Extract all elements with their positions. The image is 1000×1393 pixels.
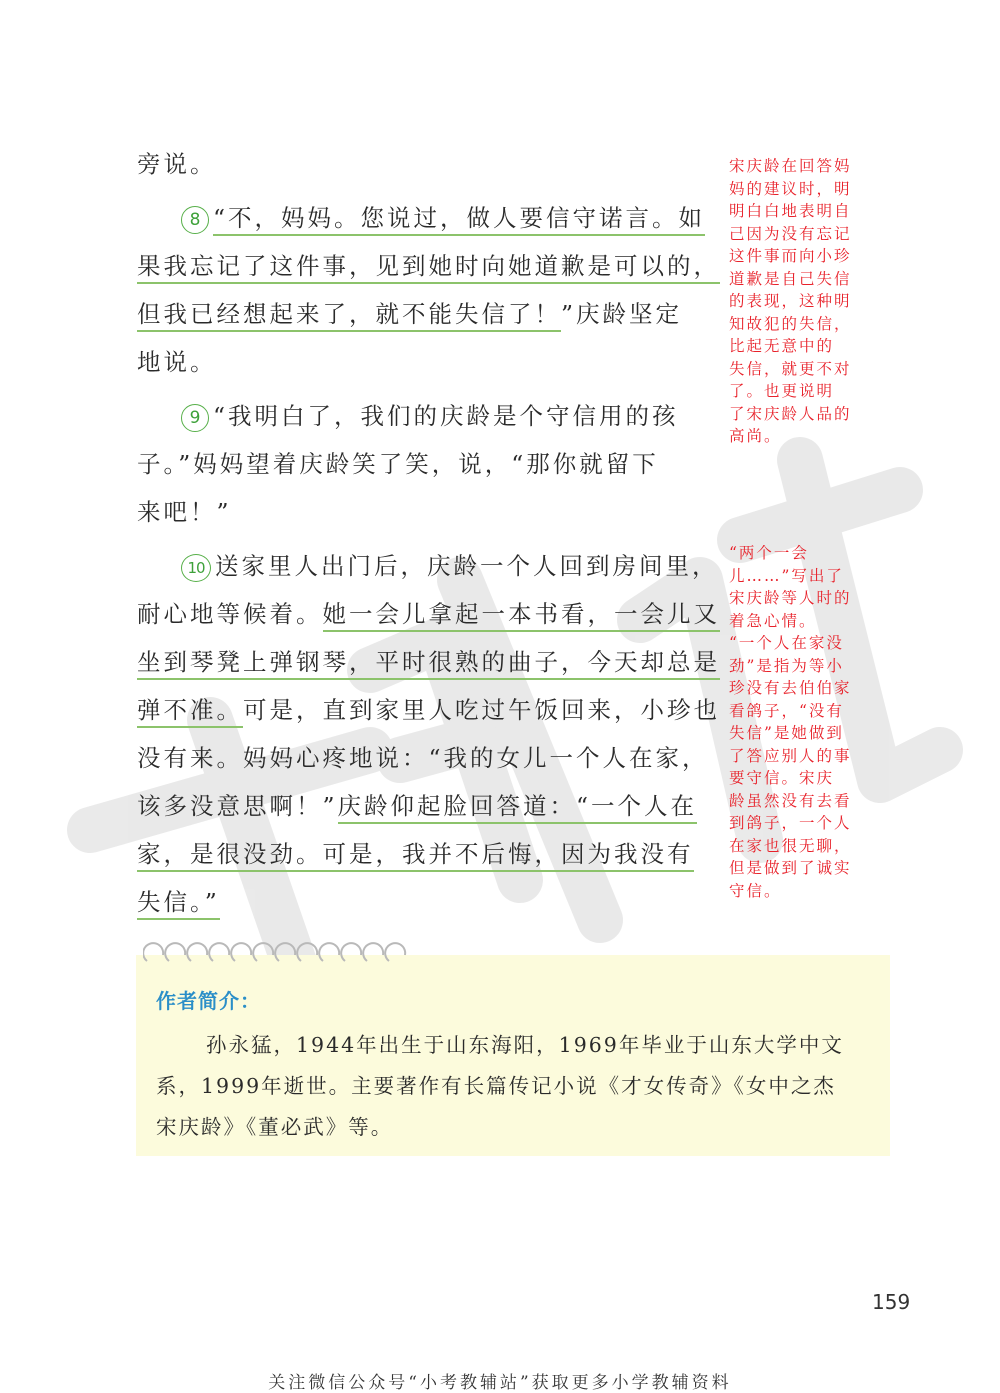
annotation-line: 儿……”写出了	[729, 566, 844, 585]
main-text	[137, 140, 722, 926]
annotation-line: 失信，就更不对	[729, 359, 852, 378]
text-segment: ”庆龄坚定	[561, 300, 683, 328]
annotation-line: 到鸽子，一个人	[729, 814, 852, 832]
text-segment: 地说。	[137, 348, 217, 376]
underlined-text: 庆龄仰起脸回答道：“一个人在	[338, 792, 698, 824]
paragraph-number-8: 8	[181, 206, 209, 234]
annotation-line: 了宋庆龄人品的	[729, 404, 852, 423]
annotation-line: 的表现，这种明	[729, 292, 852, 310]
text-segment: 没有来。妈妈心疼地说：“我的女儿一个人在家，	[137, 744, 709, 772]
text-segment: “我明白了，我们的庆龄是个守信用的孩	[213, 402, 679, 430]
text-line	[137, 488, 722, 536]
text-segment: 子。”妈妈望着庆龄笑了笑，说，“那你就留下	[137, 450, 659, 478]
bio-line: 孙永猛，1944年出生于山东海阳，1969年毕业于山东大学中文	[206, 1033, 844, 1057]
annotation-1	[729, 155, 886, 448]
underlined-text: 果我忘记了这件事，见到她时向她道歉是可以的，	[137, 252, 720, 284]
text-line	[137, 194, 722, 242]
text-line	[137, 392, 722, 440]
text-segment: 该多没意思啊！”	[137, 792, 338, 820]
text-line	[137, 830, 722, 878]
annotation-line: 了答应别人的事	[729, 746, 852, 765]
underlined-text: 弹不准。	[137, 696, 243, 728]
underlined-text: 坐到琴凳上弹钢琴，平时很熟的曲子，今天却总是	[137, 648, 720, 680]
text-line	[137, 734, 722, 782]
annotation-line: “两个一会	[729, 544, 809, 562]
annotation-3	[729, 632, 886, 902]
text-line	[137, 290, 722, 338]
underlined-text: “不，妈妈。您说过，做人要信守诺言。	[213, 204, 679, 236]
annotation-line: 道歉是自己失信	[729, 269, 852, 288]
annotation-line: 失信”是她做到	[729, 724, 844, 742]
annotation-line: “一个人在家没	[729, 634, 844, 652]
annotation-line: 了。也更说明	[729, 382, 835, 400]
text-segment: 送家里人出门后，庆龄一个人回到房间里，	[215, 552, 719, 580]
spiral-binding-decoration	[143, 941, 423, 967]
underlined-text: 但我已经想起来了，就不能失信了！	[137, 300, 561, 332]
annotation-line: 要守信。宋庆	[729, 769, 835, 787]
annotation-line: 妈的建议时，明	[729, 179, 852, 198]
annotation-line: 己因为没有忘记	[729, 224, 852, 243]
annotation-line: 知故犯的失信，	[729, 314, 852, 333]
annotation-line: 高尚。	[729, 427, 782, 445]
text-segment: 来吧！”	[137, 498, 232, 526]
annotation-2	[729, 542, 886, 632]
annotation-line: 守信。	[729, 881, 782, 900]
text-line	[137, 542, 722, 590]
footer-notice: 关注微信公众号“小考教辅站”获取更多小学教辅资料	[268, 1373, 732, 1393]
annotation-line: 珍没有去伯伯家	[729, 679, 852, 697]
bio-line: 宋庆龄》《董必武》等。	[156, 1115, 394, 1139]
annotation-line: 明白白地表明自	[729, 202, 852, 220]
text-line	[137, 686, 722, 734]
underlined-text: 家，是很没劲。可是，我并不后悔，因为我没有	[137, 840, 694, 872]
bio-line: 系，1999年逝世。主要著作有长篇传记小说《才女传奇》《女中之杰	[156, 1074, 836, 1098]
text-line	[137, 140, 722, 188]
annotation-line: 比起无意中的	[729, 337, 835, 355]
text-line	[137, 440, 722, 488]
text-line	[137, 590, 722, 638]
annotation-line: 宋庆龄在回答妈	[729, 157, 852, 175]
text-line	[137, 242, 722, 290]
text-line	[137, 638, 722, 686]
text-line	[137, 878, 722, 926]
text-line	[137, 338, 722, 386]
underlined-text: 失信。”	[137, 888, 220, 920]
annotation-line: 龄虽然没有去看	[729, 791, 852, 810]
annotation-line: 看鸽子，“没有	[729, 701, 844, 720]
text-segment: 旁说。	[137, 150, 217, 178]
underlined-text: 如	[679, 204, 706, 236]
paragraph-number-10: 10	[181, 554, 211, 582]
annotation-line: 在家也很无聊，	[729, 836, 852, 855]
paragraph-number-9: 9	[181, 404, 209, 432]
annotation-line: 劲”是指为等小	[729, 656, 844, 675]
annotation-line: 但是做到了诚实	[729, 859, 852, 877]
text-segment: 可是，直到家里人吃过午饭回来，小珍也	[243, 696, 720, 724]
annotation-line: 这件事而向小珍	[729, 247, 852, 265]
author-bio-text	[156, 1025, 876, 1148]
author-bio-box	[136, 955, 890, 1156]
text-segment: 耐心地等候着。	[137, 600, 323, 628]
author-bio-title: 作者简介：	[156, 989, 261, 1013]
annotation-line: 宋庆龄等人时的	[729, 589, 852, 607]
annotation-line: 着急心情。	[729, 611, 817, 630]
text-line	[137, 782, 722, 830]
underlined-text: 她一会儿拿起一本书看，一会儿又	[323, 600, 721, 632]
page-number: 159	[872, 1290, 911, 1314]
